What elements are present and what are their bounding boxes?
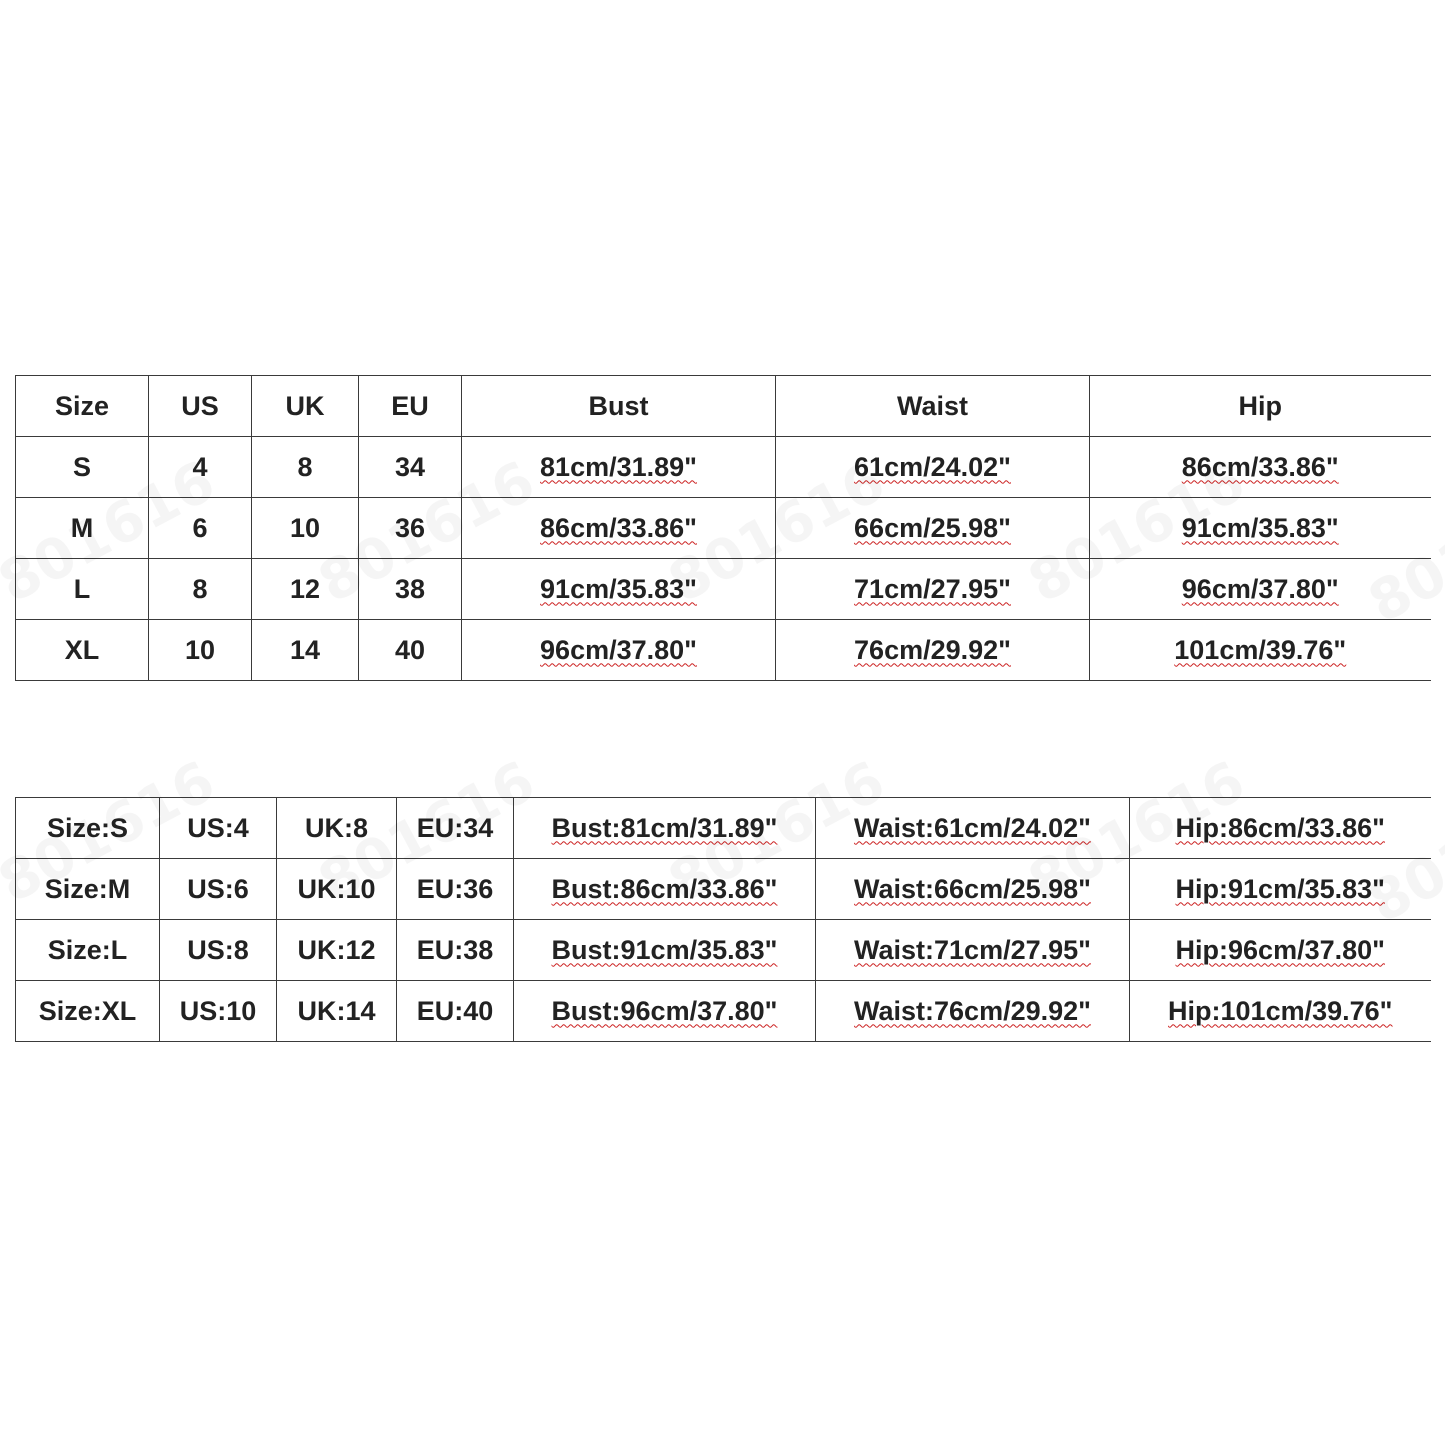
table-row bbox=[16, 798, 1431, 859]
cell-size: Size:L bbox=[16, 920, 160, 981]
cell-waist-text: 61cm/24.02" bbox=[854, 451, 1011, 482]
cell-hip bbox=[1130, 859, 1431, 920]
cell-us: US:10 bbox=[160, 981, 277, 1042]
table-row bbox=[16, 498, 1431, 559]
header-eu: EU bbox=[359, 376, 462, 437]
header-hip: Hip bbox=[1090, 376, 1431, 437]
table-row bbox=[16, 981, 1431, 1042]
cell-size: Size:XL bbox=[16, 981, 160, 1042]
cell-us: US:4 bbox=[160, 798, 277, 859]
cell-bust-text: Bust:96cm/37.80" bbox=[551, 995, 778, 1026]
cell-eu: EU:38 bbox=[397, 920, 514, 981]
cell-bust bbox=[514, 798, 816, 859]
cell-size: XL bbox=[16, 620, 149, 681]
cell-bust bbox=[462, 559, 776, 620]
cell-us: 10 bbox=[149, 620, 252, 681]
cell-bust bbox=[514, 859, 816, 920]
table-row bbox=[16, 859, 1431, 920]
cell-uk: UK:12 bbox=[277, 920, 397, 981]
cell-uk: 12 bbox=[252, 559, 359, 620]
cell-hip-text: 96cm/37.80" bbox=[1181, 573, 1339, 604]
cell-uk: UK:14 bbox=[277, 981, 397, 1042]
cell-bust-text: Bust:81cm/31.89" bbox=[551, 812, 778, 843]
size-chart-table bbox=[15, 375, 1431, 681]
cell-waist-text: 71cm/27.95" bbox=[854, 573, 1011, 604]
cell-hip bbox=[1130, 920, 1431, 981]
cell-bust bbox=[514, 920, 816, 981]
cell-bust-text: 81cm/31.89" bbox=[540, 451, 697, 482]
cell-us: US:8 bbox=[160, 920, 277, 981]
cell-hip-text: 86cm/33.86" bbox=[1181, 451, 1339, 482]
cell-waist bbox=[776, 498, 1090, 559]
table-row bbox=[16, 559, 1431, 620]
cell-bust bbox=[462, 620, 776, 681]
cell-waist-text: Waist:76cm/29.92" bbox=[854, 995, 1091, 1026]
cell-waist-text: 76cm/29.92" bbox=[854, 634, 1011, 665]
cell-bust bbox=[462, 437, 776, 498]
cell-us: 8 bbox=[149, 559, 252, 620]
cell-waist bbox=[816, 920, 1130, 981]
cell-eu: 38 bbox=[359, 559, 462, 620]
cell-waist bbox=[776, 437, 1090, 498]
header-bust: Bust bbox=[462, 376, 776, 437]
table-row bbox=[16, 437, 1431, 498]
cell-waist bbox=[816, 981, 1130, 1042]
cell-waist-text: 66cm/25.98" bbox=[854, 512, 1011, 543]
size-label-table bbox=[15, 797, 1431, 1042]
cell-hip bbox=[1090, 498, 1431, 559]
cell-eu: EU:36 bbox=[397, 859, 514, 920]
cell-eu: EU:34 bbox=[397, 798, 514, 859]
table-row bbox=[16, 620, 1431, 681]
cell-hip-text: Hip:86cm/33.86" bbox=[1175, 812, 1385, 843]
cell-hip bbox=[1130, 981, 1431, 1042]
cell-waist-text: Waist:66cm/25.98" bbox=[854, 873, 1091, 904]
cell-hip bbox=[1130, 798, 1431, 859]
table-row bbox=[16, 920, 1431, 981]
cell-bust bbox=[514, 981, 816, 1042]
cell-bust-text: 86cm/33.86" bbox=[540, 512, 697, 543]
cell-eu: 34 bbox=[359, 437, 462, 498]
cell-hip-text: 101cm/39.76" bbox=[1174, 634, 1347, 665]
cell-uk: UK:8 bbox=[277, 798, 397, 859]
cell-us: 6 bbox=[149, 498, 252, 559]
cell-uk: UK:10 bbox=[277, 859, 397, 920]
cell-uk: 8 bbox=[252, 437, 359, 498]
cell-size: S bbox=[16, 437, 149, 498]
cell-bust-text: 96cm/37.80" bbox=[540, 634, 697, 665]
cell-size: M bbox=[16, 498, 149, 559]
cell-us: 4 bbox=[149, 437, 252, 498]
cell-hip bbox=[1090, 620, 1431, 681]
table-header-row bbox=[16, 376, 1431, 437]
cell-size: Size:M bbox=[16, 859, 160, 920]
header-waist: Waist bbox=[776, 376, 1090, 437]
cell-uk: 14 bbox=[252, 620, 359, 681]
cell-waist bbox=[816, 859, 1130, 920]
cell-hip-text: Hip:96cm/37.80" bbox=[1175, 934, 1385, 965]
header-us: US bbox=[149, 376, 252, 437]
cell-us: US:6 bbox=[160, 859, 277, 920]
cell-uk: 10 bbox=[252, 498, 359, 559]
cell-bust-text: Bust:86cm/33.86" bbox=[551, 873, 778, 904]
cell-hip bbox=[1090, 437, 1431, 498]
header-size: Size bbox=[16, 376, 149, 437]
cell-eu: 40 bbox=[359, 620, 462, 681]
cell-waist bbox=[816, 798, 1130, 859]
cell-hip bbox=[1090, 559, 1431, 620]
cell-waist bbox=[776, 620, 1090, 681]
cell-hip-text: Hip:91cm/35.83" bbox=[1175, 873, 1385, 904]
cell-bust-text: Bust:91cm/35.83" bbox=[551, 934, 778, 965]
cell-size: Size:S bbox=[16, 798, 160, 859]
cell-bust-text: 91cm/35.83" bbox=[540, 573, 697, 604]
cell-waist-text: Waist:61cm/24.02" bbox=[854, 812, 1091, 843]
cell-waist-text: Waist:71cm/27.95" bbox=[854, 934, 1091, 965]
cell-waist bbox=[776, 559, 1090, 620]
cell-bust bbox=[462, 498, 776, 559]
cell-hip-text: Hip:101cm/39.76" bbox=[1168, 995, 1393, 1026]
cell-eu: 36 bbox=[359, 498, 462, 559]
cell-eu: EU:40 bbox=[397, 981, 514, 1042]
cell-hip-text: 91cm/35.83" bbox=[1181, 512, 1339, 543]
header-uk: UK bbox=[252, 376, 359, 437]
cell-size: L bbox=[16, 559, 149, 620]
